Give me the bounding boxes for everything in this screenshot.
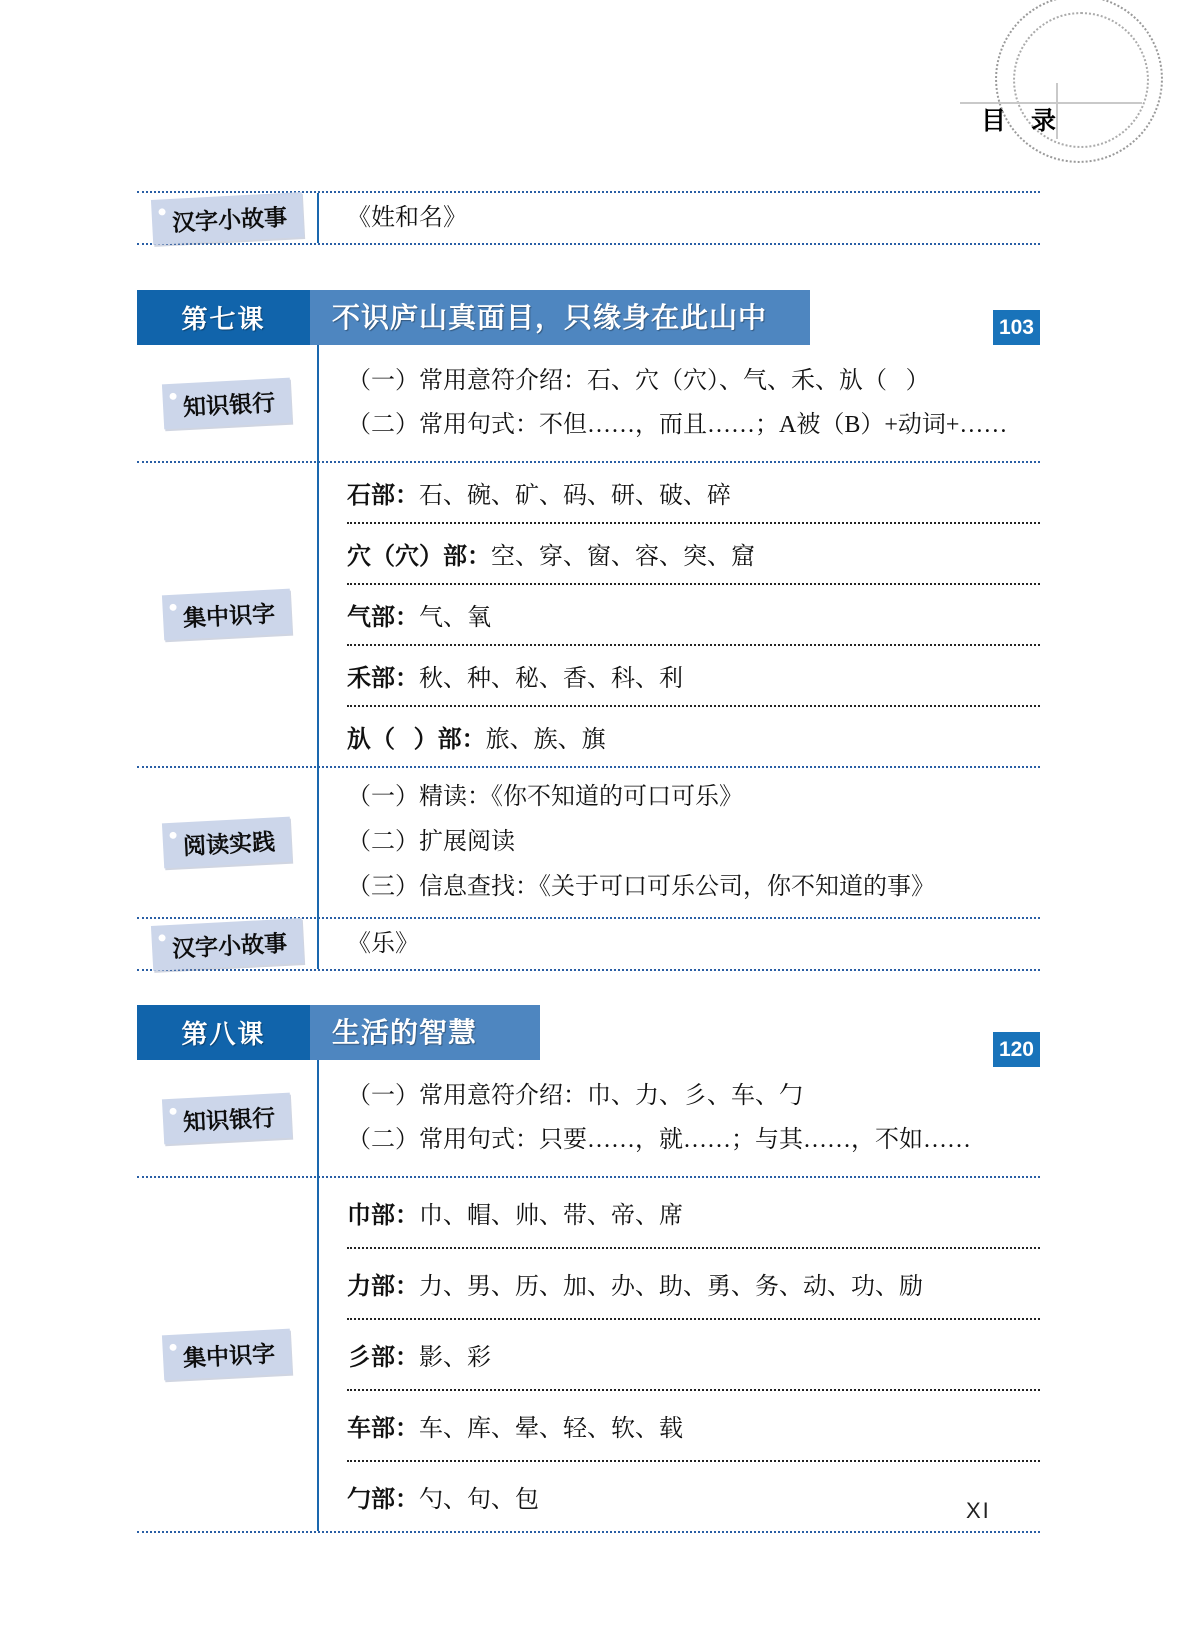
lesson-7-section	[137, 290, 1040, 971]
row-label: 知识银行	[182, 389, 276, 420]
radical-characters: 秋、种、秘、香、科、利	[419, 666, 683, 692]
chip-dot-icon	[169, 604, 176, 611]
radical-name: 㫃（𭤨）部：	[347, 727, 486, 753]
chip-dot-icon	[169, 1107, 176, 1114]
radical-name: 石部：	[347, 483, 419, 509]
lesson-number: 第七课	[137, 290, 310, 345]
radical-name: 禾部：	[347, 666, 419, 692]
radical-characters: 勺、句、包	[419, 1487, 539, 1513]
radical-row	[347, 522, 1040, 583]
lesson-7-table	[137, 345, 1040, 971]
row-content-cell	[317, 463, 1040, 766]
radical-characters: 旅、族、旗	[485, 727, 606, 753]
chip-dot-icon	[158, 934, 165, 941]
content-line: （一）常用意符介绍：石、穴（⽳）、气、禾、㫃（𭤨）	[347, 368, 930, 394]
radical-characters: 影、彩	[419, 1345, 491, 1371]
literacy-group	[137, 461, 1040, 766]
page-number-badge: 103	[993, 310, 1040, 345]
row-label-chip	[162, 1092, 292, 1144]
row-content-cell	[317, 1178, 1040, 1531]
story-title: 《乐》	[347, 931, 419, 957]
knowledge-bank-group	[137, 1060, 1040, 1176]
row-content-cell	[317, 345, 1040, 461]
radical-name: 彡部：	[347, 1345, 419, 1371]
row-label-cell	[137, 463, 317, 766]
toc-content	[137, 191, 1040, 1533]
knowledge-bank-group	[137, 345, 1040, 461]
literacy-group	[137, 1176, 1040, 1531]
content-line: （一）常用意符介绍：巾、力、彡、车、勹	[347, 1083, 803, 1109]
row-label-cell	[137, 919, 317, 969]
story-title: 《姓和名》	[347, 205, 467, 231]
story-group	[137, 917, 1040, 969]
radical-name: 巾部：	[347, 1203, 419, 1229]
radical-characters: 石、碗、矿、码、研、破、碎	[419, 483, 731, 509]
radical-name: 穴（⽳）部：	[347, 544, 491, 570]
radical-row	[347, 583, 1040, 644]
content-line: （三）信息查找：《关于可口可乐公司，你不知道的事》	[347, 874, 935, 900]
radical-row	[347, 1389, 1040, 1460]
corner-decoration	[0, 0, 1200, 200]
radical-row	[347, 705, 1040, 766]
radical-row	[347, 1460, 1040, 1531]
page-number-badge: 120	[993, 1032, 1040, 1067]
row-label: 集中识字	[182, 600, 276, 632]
row-content-cell	[317, 193, 1040, 243]
radical-row	[347, 1178, 1040, 1247]
chip-dot-icon	[169, 1344, 176, 1351]
lesson-7-header-flex	[137, 290, 1040, 345]
row-label: 知识银行	[182, 1104, 276, 1135]
radical-characters: 车、库、晕、轻、软、载	[419, 1416, 683, 1442]
lesson-title: 不识庐山真面目，只缘身在此山中	[310, 290, 810, 345]
radical-row	[347, 1247, 1040, 1318]
lesson-8-header-bar	[137, 1005, 1040, 1060]
lesson-title: 生活的智慧	[310, 1005, 540, 1060]
row-label: 汉字小故事	[170, 929, 288, 962]
lesson-8-header-flex	[137, 1005, 1040, 1060]
lesson-number: 第八课	[137, 1005, 310, 1060]
radical-name: 车部：	[347, 1416, 419, 1442]
row-label: 集中识字	[182, 1340, 276, 1372]
radical-name: 气部：	[347, 605, 419, 631]
chip-dot-icon	[169, 392, 176, 399]
content-line: （二）常用句式：不但……，而且……；A被（B）+动词+……	[347, 412, 1008, 438]
radical-row	[347, 463, 1040, 522]
reading-practice-group	[137, 766, 1040, 917]
lesson-7-header-bar	[137, 290, 1040, 345]
radical-row	[347, 1318, 1040, 1389]
lesson-8-table	[137, 1060, 1040, 1533]
chip-dot-icon	[158, 208, 165, 215]
row-label-chip	[150, 918, 303, 971]
row-label-cell	[137, 1060, 317, 1176]
row-content-cell	[317, 1060, 1040, 1176]
radical-characters: 巾、帽、帅、带、帝、席	[419, 1203, 683, 1229]
row-label-chip	[162, 377, 292, 429]
radical-row	[347, 644, 1040, 705]
row-label-chip	[162, 589, 292, 641]
chip-dot-icon	[169, 832, 176, 839]
folio-page-number: XI	[966, 1498, 991, 1523]
radical-characters: 力、男、历、加、办、助、勇、务、动、功、励	[419, 1274, 923, 1300]
row-label-cell	[137, 1178, 317, 1531]
row-label-cell	[137, 345, 317, 461]
story-row-previous-lesson	[137, 191, 1040, 245]
content-line: （二）常用句式：只要……，就……；与其……，不如……	[347, 1127, 971, 1153]
row-content-cell	[317, 919, 1040, 969]
row-label-chip	[150, 192, 303, 245]
radical-characters: 空、穿、窗、容、突、窟	[491, 544, 755, 570]
page-title: 目 录	[981, 107, 1057, 135]
row-label-chip	[162, 817, 292, 869]
row-label: 汉字小故事	[170, 203, 288, 236]
row-label: 阅读实践	[182, 828, 276, 860]
radical-name: 勹部：	[347, 1487, 419, 1513]
lesson-8-section	[137, 1005, 1040, 1533]
radical-name: 力部：	[347, 1274, 419, 1300]
content-line: （一）精读：《你不知道的可口可乐》	[347, 784, 743, 810]
row-label-cell	[137, 768, 317, 917]
radical-characters: 气、氧	[419, 605, 491, 631]
row-label-cell	[137, 193, 317, 243]
row-label-chip	[162, 1329, 292, 1381]
row-content-cell	[317, 768, 1040, 917]
content-line: （二）扩展阅读	[347, 829, 515, 855]
